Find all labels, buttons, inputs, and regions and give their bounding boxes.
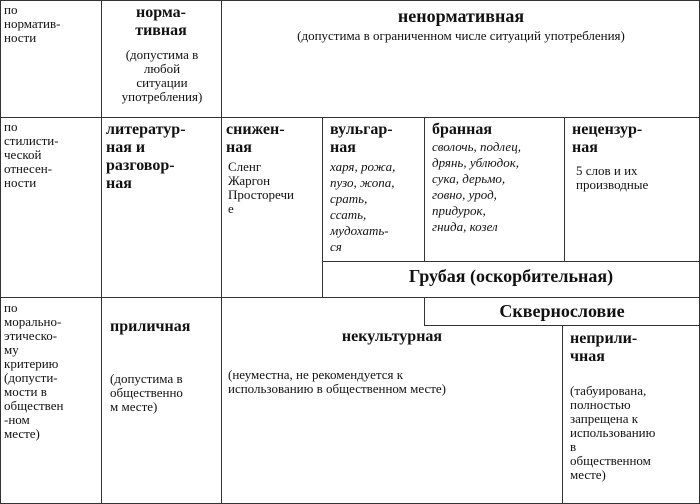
row-label-normativity: по норматив- ности (4, 2, 61, 45)
reduced-title: снижен- ная (226, 121, 285, 156)
obscene-title: нецензур- ная (572, 121, 643, 156)
col-divider-1 (101, 0, 102, 504)
indecent-title: неприли- чная (570, 330, 638, 365)
col-divider-uncultured-indecent (562, 325, 563, 504)
profanity-label: Сквернословие (499, 301, 625, 321)
uncultured-description: (неуместна, не рекомендуется к использованию в общественном месте) (228, 367, 447, 396)
vulgar-title: вульгар- ная (330, 121, 393, 156)
col-divider-abusive-obscene (564, 117, 565, 261)
decent-title: приличная (110, 318, 191, 335)
abusive-title: бранная (432, 121, 492, 138)
obscene-description: 5 слов и их производные (576, 163, 649, 192)
reduced-items: Сленг Жаргон Просторечи е (228, 159, 294, 216)
row-divider-2 (0, 297, 700, 298)
nonnormative-description: (допустима в ограниченном числе ситуаций употребления) (297, 28, 625, 43)
uncultured-title: некультурная (341, 328, 443, 345)
table-border-left (0, 0, 1, 504)
table-border-top (0, 0, 700, 1)
abusive-items: сволочь, подлец, дрянь, ублюдок, сука, дерьмо, говно, урод, придурок, гнида, козел (432, 139, 521, 234)
decent-description: (допустима в общественно м месте) (110, 371, 183, 414)
row-label-stylistic: по стилисти- ческой отнесен- ности (4, 119, 59, 190)
normative-description: (допустима в любой ситуации употребления) (121, 47, 203, 104)
literary-colloquial-title: литератур- ная и разговор- ная (106, 121, 186, 192)
nonnormative-title: ненормативная (397, 6, 525, 26)
vulgar-items: харя, рожа, пузо, жопа, срать, ссать, мудохать- ся (330, 159, 396, 254)
indecent-description: (табуирована, полностью запрещена к использованию в общественном месте) (570, 383, 656, 482)
row-label-moral: по морально- этическо- му критерию (допусти- мости в обществен -ном месте) (4, 300, 64, 441)
rude-top-divider (322, 261, 700, 262)
col-divider-vulgar-abusive (424, 117, 425, 261)
normative-title: норма- тивная (135, 4, 187, 39)
col-divider-2 (221, 0, 222, 504)
row-divider-1 (0, 117, 700, 118)
rude-offensive-label: Грубая (оскорбительная) (408, 266, 614, 286)
